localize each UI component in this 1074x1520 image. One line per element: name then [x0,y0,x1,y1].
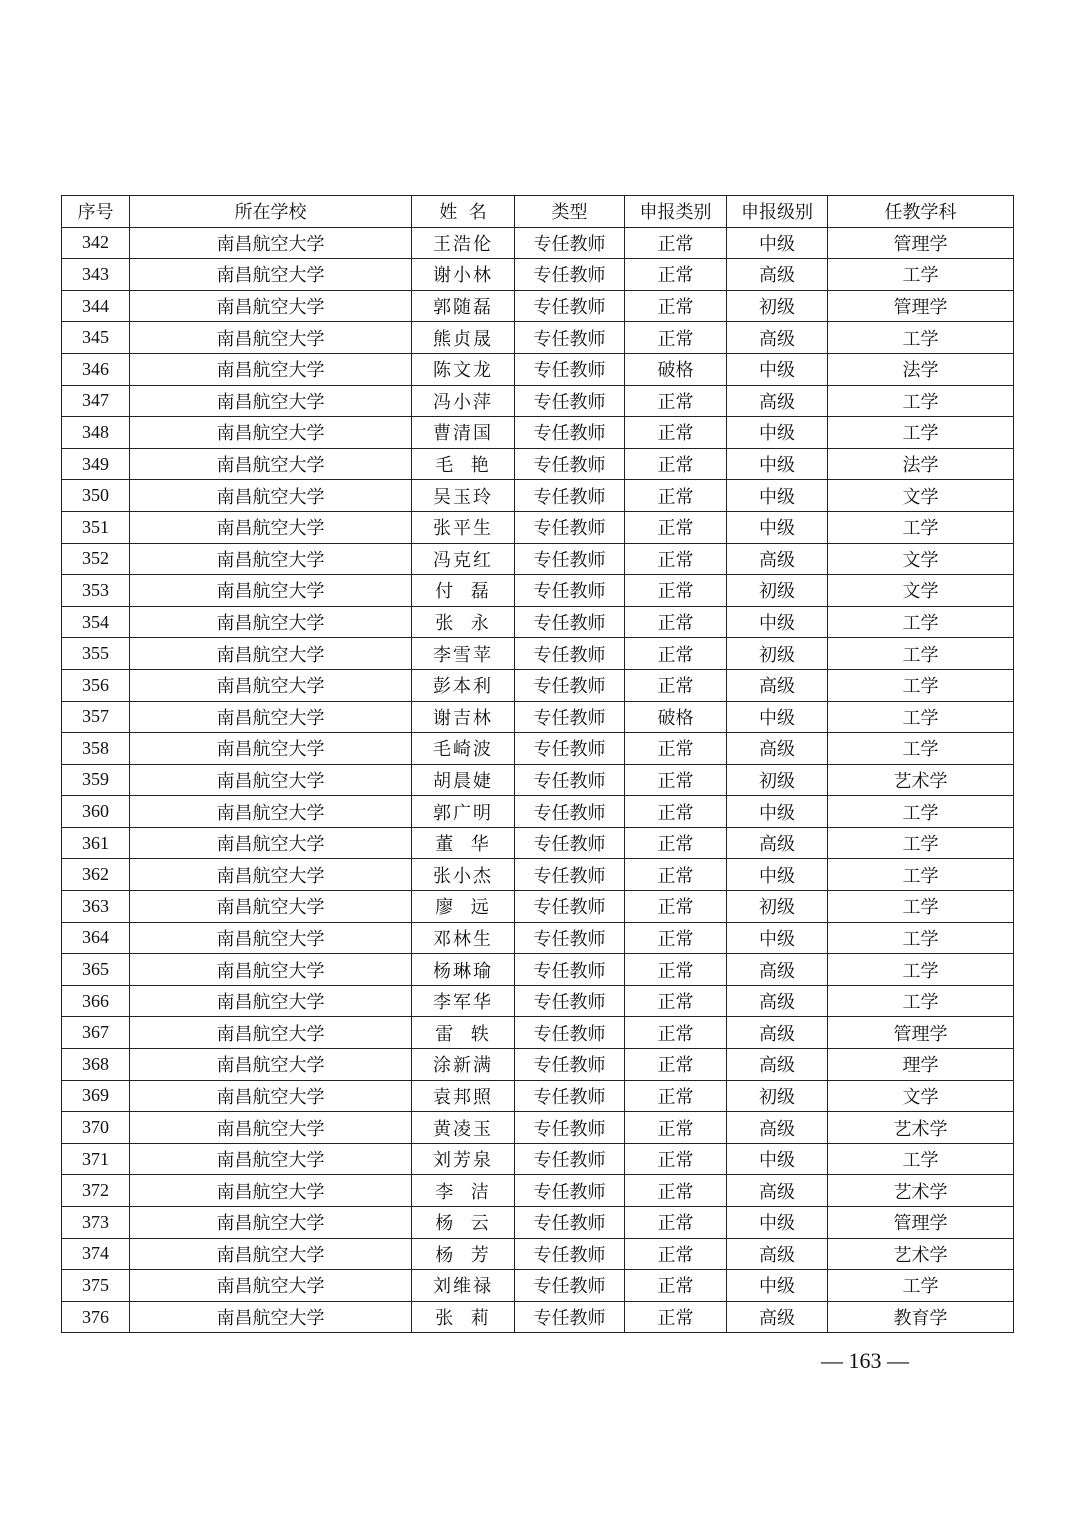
cell-school: 南昌航空大学 [130,448,412,480]
cell-seq: 347 [62,385,130,417]
cell-level: 初级 [727,638,828,670]
cell-subject: 工学 [828,954,1014,986]
cell-subject: 工学 [828,891,1014,923]
cell-seq: 370 [62,1112,130,1144]
page-number: — 163 — [821,1348,909,1373]
cell-subject: 管理学 [828,1017,1014,1049]
cell-level: 初级 [727,290,828,322]
cell-school: 南昌航空大学 [130,796,412,828]
cell-seq: 360 [62,796,130,828]
cell-category: 正常 [625,543,727,575]
cell-type: 专任教师 [515,922,625,954]
cell-type: 专任教师 [515,1175,625,1207]
cell-name: 雷 轶 [412,1017,515,1049]
cell-school: 南昌航空大学 [130,1270,412,1302]
cell-type: 专任教师 [515,1017,625,1049]
cell-category: 正常 [625,669,727,701]
cell-level: 中级 [727,922,828,954]
cell-subject: 工学 [828,385,1014,417]
table-row [62,353,1014,385]
table-row [62,575,1014,607]
cell-name: 熊贞晟 [412,322,515,354]
cell-type: 专任教师 [515,290,625,322]
cell-name: 胡晨婕 [412,764,515,796]
cell-type: 专任教师 [515,1238,625,1270]
cell-seq: 352 [62,543,130,575]
cell-name: 付 磊 [412,575,515,607]
cell-school: 南昌航空大学 [130,259,412,291]
cell-school: 南昌航空大学 [130,543,412,575]
cell-name: 毛崎波 [412,733,515,765]
cell-subject: 工学 [828,259,1014,291]
table-row [62,891,1014,923]
cell-name: 邓林生 [412,922,515,954]
cell-seq: 356 [62,669,130,701]
cell-category: 破格 [625,353,727,385]
cell-category: 正常 [625,1017,727,1049]
cell-subject: 工学 [828,827,1014,859]
table-row [62,543,1014,575]
cell-category: 正常 [625,733,727,765]
table-row [62,417,1014,449]
cell-seq: 366 [62,985,130,1017]
cell-type: 专任教师 [515,796,625,828]
cell-level: 高级 [727,733,828,765]
cell-subject: 艺术学 [828,764,1014,796]
table-row [62,827,1014,859]
cell-name: 郭广明 [412,796,515,828]
cell-type: 专任教师 [515,480,625,512]
cell-level: 高级 [727,1049,828,1081]
cell-name: 刘维禄 [412,1270,515,1302]
cell-seq: 364 [62,922,130,954]
cell-category: 正常 [625,1080,727,1112]
cell-level: 高级 [727,259,828,291]
cell-type: 专任教师 [515,1143,625,1175]
cell-type: 专任教师 [515,1112,625,1144]
cell-category: 正常 [625,954,727,986]
cell-seq: 369 [62,1080,130,1112]
table-row [62,511,1014,543]
cell-level: 中级 [727,1143,828,1175]
cell-name: 张 永 [412,606,515,638]
cell-school: 南昌航空大学 [130,1207,412,1239]
cell-type: 专任教师 [515,733,625,765]
cell-name: 冯克红 [412,543,515,575]
cell-subject: 艺术学 [828,1175,1014,1207]
table-row [62,985,1014,1017]
cell-type: 专任教师 [515,891,625,923]
cell-school: 南昌航空大学 [130,859,412,891]
cell-category: 正常 [625,1270,727,1302]
cell-type: 专任教师 [515,353,625,385]
table-row [62,385,1014,417]
cell-school: 南昌航空大学 [130,322,412,354]
cell-category: 正常 [625,259,727,291]
cell-name: 谢吉林 [412,701,515,733]
cell-school: 南昌航空大学 [130,1238,412,1270]
cell-type: 专任教师 [515,417,625,449]
table-row [62,1049,1014,1081]
cell-level: 高级 [727,1301,828,1333]
cell-category: 正常 [625,417,727,449]
cell-seq: 342 [62,227,130,259]
cell-school: 南昌航空大学 [130,353,412,385]
cell-level: 高级 [727,543,828,575]
cell-category: 正常 [625,227,727,259]
cell-seq: 349 [62,448,130,480]
cell-category: 正常 [625,891,727,923]
cell-subject: 理学 [828,1049,1014,1081]
cell-school: 南昌航空大学 [130,954,412,986]
cell-school: 南昌航空大学 [130,511,412,543]
cell-school: 南昌航空大学 [130,669,412,701]
table-row [62,606,1014,638]
table-row [62,1112,1014,1144]
cell-type: 专任教师 [515,954,625,986]
cell-subject: 工学 [828,1143,1014,1175]
cell-category: 正常 [625,511,727,543]
cell-seq: 372 [62,1175,130,1207]
cell-seq: 345 [62,322,130,354]
table-row [62,764,1014,796]
table-row [62,259,1014,291]
cell-seq: 359 [62,764,130,796]
cell-name: 郭随磊 [412,290,515,322]
cell-school: 南昌航空大学 [130,480,412,512]
cell-level: 中级 [727,859,828,891]
cell-subject: 管理学 [828,227,1014,259]
cell-type: 专任教师 [515,543,625,575]
cell-seq: 346 [62,353,130,385]
cell-seq: 374 [62,1238,130,1270]
cell-category: 破格 [625,701,727,733]
cell-school: 南昌航空大学 [130,701,412,733]
header-level: 申报级别 [727,196,828,228]
cell-name: 杨 云 [412,1207,515,1239]
cell-name: 涂新满 [412,1049,515,1081]
cell-subject: 工学 [828,606,1014,638]
cell-name: 王浩伦 [412,227,515,259]
cell-subject: 教育学 [828,1301,1014,1333]
table-row [62,638,1014,670]
cell-type: 专任教师 [515,448,625,480]
cell-name: 杨琳瑜 [412,954,515,986]
cell-category: 正常 [625,638,727,670]
cell-type: 专任教师 [515,1301,625,1333]
cell-category: 正常 [625,1238,727,1270]
cell-level: 中级 [727,606,828,638]
cell-subject: 工学 [828,638,1014,670]
cell-seq: 362 [62,859,130,891]
cell-level: 高级 [727,669,828,701]
cell-school: 南昌航空大学 [130,385,412,417]
cell-type: 专任教师 [515,259,625,291]
table-row [62,1017,1014,1049]
cell-subject: 法学 [828,448,1014,480]
cell-seq: 353 [62,575,130,607]
cell-subject: 文学 [828,480,1014,512]
cell-subject: 艺术学 [828,1112,1014,1144]
cell-subject: 管理学 [828,1207,1014,1239]
cell-school: 南昌航空大学 [130,417,412,449]
cell-name: 吴玉玲 [412,480,515,512]
table-row [62,954,1014,986]
cell-subject: 工学 [828,417,1014,449]
cell-category: 正常 [625,1112,727,1144]
cell-type: 专任教师 [515,227,625,259]
header-row [62,196,1014,228]
table-header [62,196,1014,228]
cell-category: 正常 [625,922,727,954]
cell-category: 正常 [625,1207,727,1239]
cell-level: 中级 [727,1270,828,1302]
cell-level: 高级 [727,827,828,859]
cell-type: 专任教师 [515,322,625,354]
table-row [62,1301,1014,1333]
cell-type: 专任教师 [515,575,625,607]
cell-school: 南昌航空大学 [130,290,412,322]
cell-school: 南昌航空大学 [130,1301,412,1333]
cell-level: 中级 [727,448,828,480]
cell-school: 南昌航空大学 [130,733,412,765]
cell-subject: 工学 [828,1270,1014,1302]
table-row [62,290,1014,322]
cell-seq: 373 [62,1207,130,1239]
cell-subject: 工学 [828,985,1014,1017]
cell-school: 南昌航空大学 [130,891,412,923]
cell-school: 南昌航空大学 [130,1017,412,1049]
cell-type: 专任教师 [515,638,625,670]
cell-category: 正常 [625,796,727,828]
cell-seq: 367 [62,1017,130,1049]
table-row [62,1143,1014,1175]
cell-seq: 343 [62,259,130,291]
cell-level: 高级 [727,985,828,1017]
cell-category: 正常 [625,1175,727,1207]
cell-seq: 344 [62,290,130,322]
header-seq: 序号 [62,196,130,228]
cell-name: 李 洁 [412,1175,515,1207]
cell-level: 高级 [727,1175,828,1207]
teacher-roster-table [61,195,1014,1333]
cell-level: 中级 [727,701,828,733]
cell-subject: 法学 [828,353,1014,385]
cell-school: 南昌航空大学 [130,985,412,1017]
table-row [62,1080,1014,1112]
cell-level: 中级 [727,417,828,449]
cell-name: 陈文龙 [412,353,515,385]
cell-level: 初级 [727,764,828,796]
table-row [62,1238,1014,1270]
table-row [62,796,1014,828]
table-row [62,1207,1014,1239]
cell-name: 彭本利 [412,669,515,701]
cell-name: 李军华 [412,985,515,1017]
cell-level: 中级 [727,353,828,385]
table-row [62,227,1014,259]
cell-type: 专任教师 [515,1080,625,1112]
cell-type: 专任教师 [515,669,625,701]
cell-seq: 358 [62,733,130,765]
cell-category: 正常 [625,764,727,796]
cell-name: 冯小萍 [412,385,515,417]
cell-seq: 375 [62,1270,130,1302]
cell-level: 高级 [727,1238,828,1270]
cell-name: 董 华 [412,827,515,859]
cell-level: 高级 [727,1112,828,1144]
cell-subject: 工学 [828,859,1014,891]
cell-name: 杨 芳 [412,1238,515,1270]
table-row [62,448,1014,480]
cell-category: 正常 [625,448,727,480]
cell-level: 中级 [727,796,828,828]
cell-subject: 工学 [828,733,1014,765]
header-school: 所在学校 [130,196,412,228]
cell-subject: 文学 [828,1080,1014,1112]
cell-type: 专任教师 [515,1207,625,1239]
cell-seq: 357 [62,701,130,733]
cell-type: 专任教师 [515,385,625,417]
cell-name: 刘芳泉 [412,1143,515,1175]
cell-seq: 350 [62,480,130,512]
cell-category: 正常 [625,290,727,322]
cell-category: 正常 [625,1143,727,1175]
cell-school: 南昌航空大学 [130,606,412,638]
cell-type: 专任教师 [515,511,625,543]
table-row [62,733,1014,765]
cell-level: 初级 [727,575,828,607]
cell-name: 张小杰 [412,859,515,891]
cell-school: 南昌航空大学 [130,575,412,607]
header-type: 类型 [515,196,625,228]
table-row [62,859,1014,891]
header-name: 姓 名 [412,196,515,228]
cell-level: 中级 [727,480,828,512]
cell-subject: 工学 [828,669,1014,701]
cell-subject: 工学 [828,796,1014,828]
cell-name: 张平生 [412,511,515,543]
cell-category: 正常 [625,985,727,1017]
cell-category: 正常 [625,1049,727,1081]
cell-seq: 354 [62,606,130,638]
cell-name: 黄凌玉 [412,1112,515,1144]
table-row [62,480,1014,512]
cell-name: 毛 艳 [412,448,515,480]
cell-type: 专任教师 [515,859,625,891]
cell-seq: 363 [62,891,130,923]
cell-level: 高级 [727,954,828,986]
cell-school: 南昌航空大学 [130,1143,412,1175]
cell-name: 袁邦照 [412,1080,515,1112]
cell-subject: 文学 [828,575,1014,607]
table-row [62,1175,1014,1207]
cell-subject: 工学 [828,701,1014,733]
table-row [62,322,1014,354]
cell-school: 南昌航空大学 [130,827,412,859]
table-row [62,669,1014,701]
cell-school: 南昌航空大学 [130,638,412,670]
cell-school: 南昌航空大学 [130,1175,412,1207]
cell-school: 南昌航空大学 [130,1049,412,1081]
cell-category: 正常 [625,385,727,417]
cell-category: 正常 [625,606,727,638]
cell-school: 南昌航空大学 [130,764,412,796]
table-body [62,227,1014,1333]
cell-seq: 361 [62,827,130,859]
cell-subject: 艺术学 [828,1238,1014,1270]
table-row [62,1270,1014,1302]
cell-name: 曹清国 [412,417,515,449]
cell-seq: 348 [62,417,130,449]
cell-school: 南昌航空大学 [130,227,412,259]
header-subject: 任教学科 [828,196,1014,228]
cell-subject: 工学 [828,922,1014,954]
cell-level: 中级 [727,1207,828,1239]
cell-type: 专任教师 [515,701,625,733]
cell-type: 专任教师 [515,1270,625,1302]
cell-subject: 文学 [828,543,1014,575]
cell-level: 初级 [727,1080,828,1112]
cell-name: 谢小林 [412,259,515,291]
cell-seq: 365 [62,954,130,986]
cell-subject: 工学 [828,511,1014,543]
cell-seq: 355 [62,638,130,670]
cell-type: 专任教师 [515,1049,625,1081]
header-category: 申报类别 [625,196,727,228]
cell-category: 正常 [625,575,727,607]
cell-category: 正常 [625,322,727,354]
cell-name: 张 莉 [412,1301,515,1333]
cell-seq: 368 [62,1049,130,1081]
cell-school: 南昌航空大学 [130,1112,412,1144]
cell-level: 中级 [727,227,828,259]
cell-category: 正常 [625,1301,727,1333]
cell-school: 南昌航空大学 [130,1080,412,1112]
cell-level: 初级 [727,891,828,923]
cell-category: 正常 [625,480,727,512]
cell-seq: 371 [62,1143,130,1175]
table-row [62,922,1014,954]
cell-seq: 376 [62,1301,130,1333]
cell-level: 高级 [727,322,828,354]
cell-level: 高级 [727,385,828,417]
cell-name: 廖 远 [412,891,515,923]
cell-name: 李雪苹 [412,638,515,670]
cell-level: 高级 [727,1017,828,1049]
cell-type: 专任教师 [515,827,625,859]
cell-type: 专任教师 [515,985,625,1017]
cell-type: 专任教师 [515,764,625,796]
cell-type: 专任教师 [515,606,625,638]
cell-seq: 351 [62,511,130,543]
cell-category: 正常 [625,827,727,859]
table-row [62,701,1014,733]
cell-subject: 管理学 [828,290,1014,322]
cell-category: 正常 [625,859,727,891]
cell-subject: 工学 [828,322,1014,354]
cell-level: 中级 [727,511,828,543]
cell-school: 南昌航空大学 [130,922,412,954]
